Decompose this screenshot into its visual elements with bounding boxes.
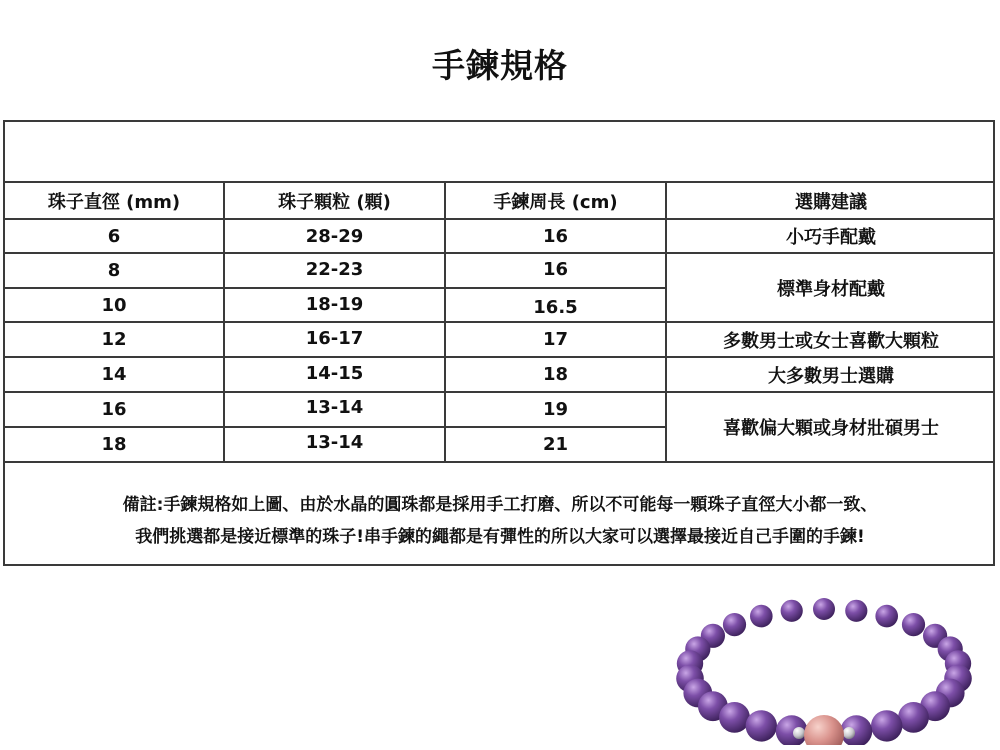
page-title: 手鍊規格 bbox=[432, 46, 568, 85]
table-cell-count: 28-29 bbox=[305, 225, 364, 247]
amethyst-bead bbox=[719, 702, 750, 733]
table-cell-length: 21 bbox=[542, 434, 569, 455]
amethyst-bead bbox=[750, 605, 773, 628]
amethyst-bead bbox=[898, 702, 929, 733]
amethyst-bracelet-image bbox=[668, 585, 980, 745]
amethyst-bead bbox=[902, 613, 925, 636]
table-cell-count: 13-14 bbox=[305, 431, 364, 453]
table-cell-diameter: 14 bbox=[101, 364, 127, 385]
remark-line-1: 備註:手鍊規格如上圖、由於水晶的圓珠都是採用手工打磨、所以不可能每一顆珠子直徑大小都一致、 bbox=[122, 495, 878, 515]
table-cell-count: 16-17 bbox=[305, 327, 364, 349]
header-bead-count: 珠子顆粒 (顆) bbox=[278, 191, 391, 213]
table-cell-suggestion: 大多數男士選購 bbox=[768, 365, 894, 387]
table-cell-diameter: 6 bbox=[107, 225, 121, 247]
header-suggestion: 選購建議 bbox=[795, 191, 867, 213]
table-cell-length: 16 bbox=[542, 258, 569, 280]
table-cell-suggestion: 多數男士或女士喜歡大顆粒 bbox=[723, 330, 939, 352]
amethyst-bead bbox=[813, 598, 835, 620]
table-cell-diameter: 12 bbox=[101, 329, 127, 350]
table-cell-length: 16.5 bbox=[533, 296, 578, 318]
table-cell-length: 16 bbox=[542, 225, 569, 247]
silver-spacer bbox=[793, 727, 805, 739]
amethyst-bead bbox=[723, 613, 746, 636]
remark-line-2: 我們挑選都是接近標準的珠子!串手鍊的繩都是有彈性的所以大家可以選擇最接近自己手圍的手鍊! bbox=[135, 527, 865, 547]
amethyst-bead bbox=[871, 710, 902, 741]
table-bottom-line bbox=[3, 461, 995, 463]
table-cell-length: 19 bbox=[542, 399, 569, 420]
amethyst-bead bbox=[781, 600, 803, 622]
table-cell-diameter: 16 bbox=[101, 399, 127, 420]
strawberry-quartz-bead bbox=[804, 715, 844, 745]
table-cell-count: 14-15 bbox=[305, 362, 364, 384]
amethyst-bead bbox=[875, 605, 898, 628]
amethyst-bead bbox=[746, 710, 777, 741]
silver-spacer bbox=[843, 727, 855, 739]
table-cell-diameter: 10 bbox=[101, 294, 127, 316]
table-cell-length: 17 bbox=[542, 329, 569, 350]
table-cell-suggestion: 標準身材配戴 bbox=[777, 278, 885, 300]
table-cell-count: 18-19 bbox=[305, 293, 364, 315]
table-cell-diameter: 18 bbox=[101, 434, 127, 455]
table-cell-suggestion: 喜歡偏大顆或身材壯碩男士 bbox=[723, 418, 939, 439]
table-cell-diameter: 8 bbox=[107, 260, 121, 281]
remark-note bbox=[5, 489, 995, 553]
table-cell-count: 13-14 bbox=[305, 396, 364, 418]
amethyst-bead bbox=[845, 600, 867, 622]
header-bead-diameter: 珠子直徑 (mm) bbox=[47, 191, 181, 213]
table-cell-suggestion: 小巧手配戴 bbox=[786, 227, 876, 248]
header-bracelet-length: 手鍊周長 (cm) bbox=[493, 191, 618, 213]
table-cell-length: 18 bbox=[542, 364, 569, 385]
table-cell-count: 22-23 bbox=[305, 258, 364, 280]
